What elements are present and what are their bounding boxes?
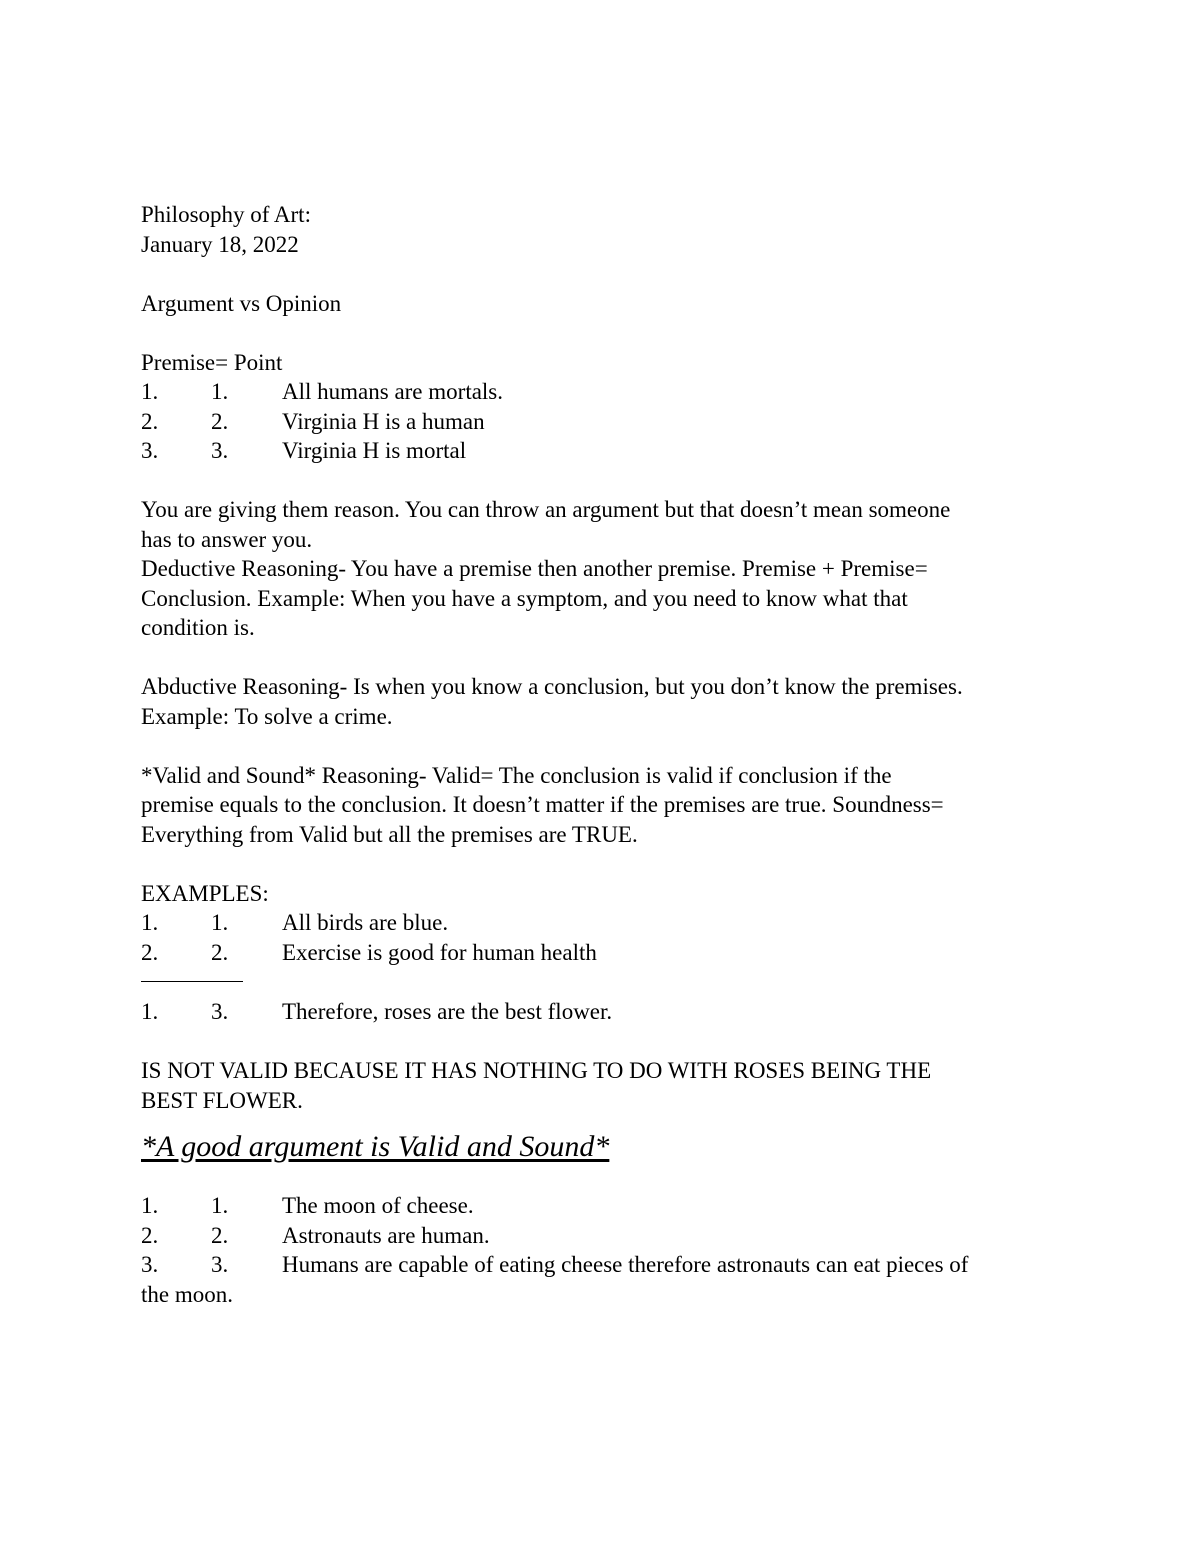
examples-heading: EXAMPLES: [141, 880, 269, 906]
doc-date: January 18, 2022 [141, 231, 299, 257]
list-item: 2. 2. Exercise is good for human health [141, 939, 597, 965]
premise-heading: Premise= Point [141, 349, 283, 375]
premise-list [141, 377, 1061, 466]
separator-rule [141, 967, 243, 982]
list-item: 1. 1. All birds are blue. [141, 910, 449, 935]
deductive-paragraph: Deductive Reasoning- You have a premise then another premise. Premise + Premise= Conclusion. Example: When you have a symptom, and you need to know what that condition is. [141, 556, 928, 640]
reason-paragraph: You are giving them reason. You can throw an argument but that doesn’t mean someone has to answer you. [141, 497, 951, 552]
list-item: 3. 3. Virginia H is mortal [141, 438, 467, 463]
conclusion-item: 1. 3. Therefore, roses are the best flower. [141, 999, 613, 1024]
list-item: 3. 3. Humans are capable of eating cheese therefore astronauts can eat pieces of [141, 1252, 969, 1277]
document-page [141, 200, 1061, 1309]
doc-title: Philosophy of Art: [141, 202, 311, 227]
list-item-continuation: the moon. [141, 1281, 233, 1307]
topic-heading: Argument vs Opinion [141, 290, 342, 316]
good-argument-heading: *A good argument is Valid and Sound* [141, 1130, 610, 1163]
list-item: 2. 2. Virginia H is a human [141, 408, 485, 434]
list-item: 1. 1. All humans are mortals. [141, 379, 504, 404]
abductive-paragraph: Abductive Reasoning- Is when you know a conclusion, but you don’t know the premises. Example: To solve a crime. [141, 674, 963, 729]
list-item: 1. 1. The moon of cheese. [141, 1193, 474, 1218]
valid-sound-paragraph: *Valid and Sound* Reasoning- Valid= The conclusion is valid if conclusion if the premise equals to the conclusion. It doesn’t matter if the premises are true. Soundness= Everything from Valid but all the premises are TRUE. [141, 762, 944, 847]
list-item: 2. 2. Astronauts are human. [141, 1222, 490, 1248]
moon-list [141, 1191, 1061, 1309]
examples-list [141, 908, 1061, 967]
not-valid-paragraph: IS NOT VALID BECAUSE IT HAS NOTHING TO DO WITH ROSES BEING THE BEST FLOWER. [141, 1058, 932, 1113]
